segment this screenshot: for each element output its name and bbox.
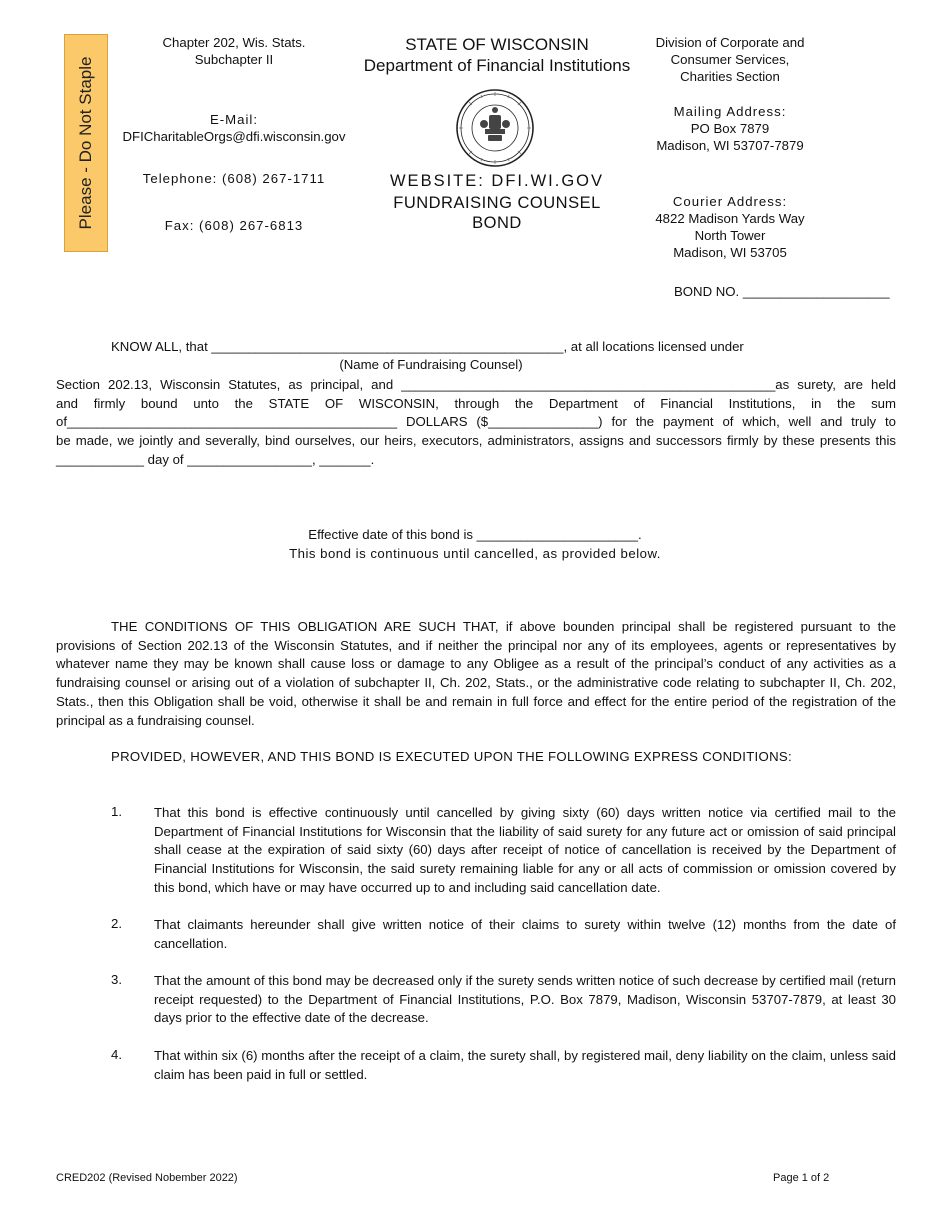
page-number: Page 1 of 2 bbox=[773, 1172, 830, 1184]
know-all-line-1: KNOW ALL, that ________________________________________________, at all locations licensed under bbox=[111, 339, 744, 354]
telephone: Telephone: (608) 267-1711 bbox=[142, 171, 326, 186]
condition-number: 4. bbox=[111, 1047, 122, 1062]
condition-number: 2. bbox=[111, 916, 122, 931]
bond-number-field[interactable]: BOND NO. ____________________ bbox=[674, 284, 890, 299]
department-name: Department of Financial Institutions bbox=[363, 56, 631, 75]
email-block: E-Mail: DFICharitableOrgs@dfi.wisconsin.gov bbox=[112, 111, 356, 145]
form-title: FUNDRAISING COUNSEL BOND bbox=[393, 194, 601, 232]
condition-text: That this bond is effective continuously until cancelled by giving sixty (60) days written notice via certified mail to the Department of Financial Institutions for Wisconsin that the liability of said surety for any future act or omission of said principal shall cease at the expiration of said sixty (60) days after receipt of notice of cancellation is received by the Department of Financial Institutions for Wisconsin, the said surety remaining liable for any or all acts of commission or omission covered by this bond, which have or may have occurred up to and including said cancellation date. bbox=[154, 805, 896, 895]
condition-number: 1. bbox=[111, 804, 122, 819]
do-not-staple-text: Please - Do Not Staple bbox=[76, 56, 95, 230]
website[interactable]: WEBSITE: DFI.WI.GOV bbox=[389, 172, 604, 190]
effective-date-field[interactable]: Effective date of this bond is ______________________. bbox=[308, 527, 642, 542]
wisconsin-dfi-seal-icon bbox=[455, 88, 535, 168]
fax: Fax: (608) 267-6813 bbox=[164, 218, 304, 233]
condition-text: That the amount of this bond may be decreased only if the surety sends written notice of such decrease by certified mail (return receipt requested) to the Department of Financial Institutions, P.O. Box 7879, Madison, Wisconsin 53707-7879, at least 30 days prior to the effective date of the decrease. bbox=[154, 973, 896, 1026]
courier-address: Courier Address: 4822 Madison Yards Way North Tower Madison, WI 53705 bbox=[655, 194, 805, 260]
condition-number: 3. bbox=[111, 972, 122, 987]
agency-header bbox=[347, 34, 647, 76]
do-not-staple-banner bbox=[64, 34, 108, 252]
statute-reference: Chapter 202, Wis. Stats. Subchapter II bbox=[162, 35, 306, 67]
division-name: Division of Corporate and Consumer Services, Charities Section bbox=[655, 35, 805, 84]
condition-text: That within six (6) months after the receipt of a claim, the surety shall, by registered mail, deny liability on the claim, unless said claim has been paid in full or settled. bbox=[154, 1048, 896, 1082]
name-caption: (Name of Fundraising Counsel) bbox=[339, 357, 523, 372]
provided-heading: PROVIDED, HOWEVER, AND THIS BOND IS EXECUTED UPON THE FOLLOWING EXPRESS CONDITIONS: bbox=[111, 749, 792, 764]
state-name: STATE OF WISCONSIN bbox=[405, 35, 589, 54]
continuous-note: This bond is continuous until cancelled, as provided below. bbox=[289, 546, 661, 561]
conditions-paragraph: THE CONDITIONS OF THIS OBLIGATION ARE SUCH THAT, if above bounden principal shall be registered pursuant to the provisions of Section 202.13 of the Wisconsin Statutes, and if neither the principal nor any of its employees, agents or representatives by whatever name they may be known shall cause loss or damage to any Obligee as a result of the principal’s conduct of any activities as a fundraising counsel or arising out of a violation of subchapter II, Ch. 202, Stats., or the administrative code relating to subchapter II, Ch. 202, Stats., then this Obligation shall be void, otherwise it shall be and remain in full force and effect for the entire period of the registration of the principal as a fundraising counsel. bbox=[56, 619, 896, 728]
form-id: CRED202 (Revised Nobember 2022) bbox=[56, 1172, 238, 1184]
condition-text: That claimants hereunder shall give written notice of their claims to surety within twelve (12) months from the date of cancellation. bbox=[154, 917, 896, 951]
effective-date-block bbox=[255, 525, 695, 563]
mailing-address: Mailing Address: PO Box 7879 Madison, WI 53707-7879 bbox=[656, 104, 804, 153]
email-link[interactable]: DFICharitableOrgs@dfi.wisconsin.gov bbox=[122, 129, 346, 144]
know-all-body: Section 202.13, Wisconsin Statutes, as principal, and ___________________________________________________as surety, are held and firmly bound unto the STATE OF WISCONSIN, through the Department of Financial Institutions, in the sum of_____________________________________________ DOLLARS ($_______________) for the payment of which, well and truly to be made, we jointly and severally, bind ourselves, our heirs, executors, administrators, assigns and successors firmly by these presents this ____________ day of _________________, _______. bbox=[56, 377, 896, 467]
